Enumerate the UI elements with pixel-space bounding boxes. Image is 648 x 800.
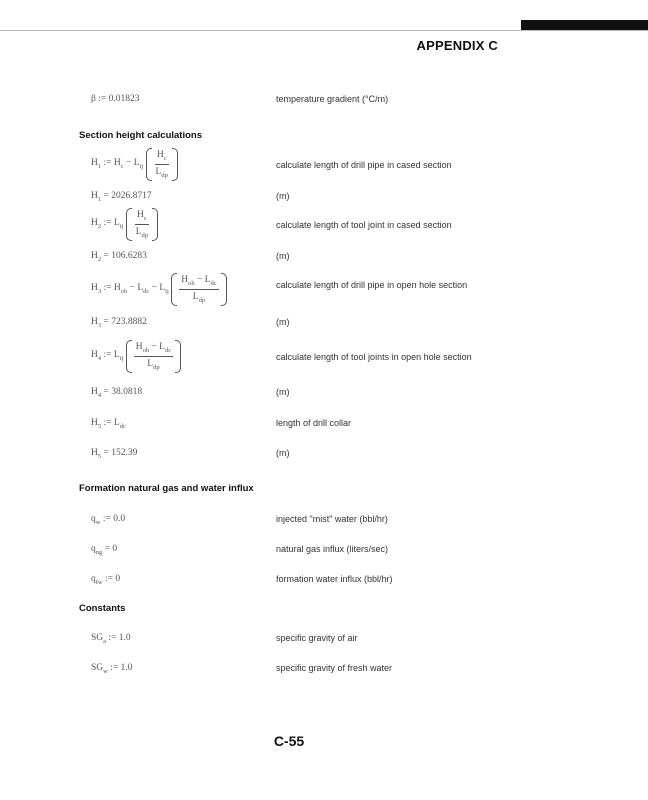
page-number: C-55 xyxy=(273,733,305,749)
h4-result: $H_4 = 38.0818$ xyxy=(91,387,143,399)
h3-formula: $H_3$ := $H_{oh} - L_{dc} - L_{tj}$ $\frac{H_{oh} - L_{dc}}{L_{dp}}$ xyxy=(91,273,227,306)
influx-water-expression: $q_w$ := 0.0 xyxy=(91,514,126,526)
beta-description: temperature gradient (°C/m) xyxy=(276,94,389,104)
section-heading-height: Section height calculations xyxy=(79,130,202,141)
h1-unit: (m) xyxy=(276,191,290,201)
beta-expression: β := 0.01823 xyxy=(91,94,140,104)
constant-air-description: specific gravity of air xyxy=(276,633,358,643)
influx-formation-water-description: formation water influx (bbl/hr) xyxy=(276,574,393,584)
header-rule xyxy=(0,30,648,31)
h5-description: length of drill collar xyxy=(276,418,352,428)
appendix-title: APPENDIX C xyxy=(416,38,498,53)
h2-unit: (m) xyxy=(276,251,290,261)
h4-description: calculate length of tool joints in open hole section xyxy=(276,352,472,362)
h2-description: calculate length of tool joint in cased section xyxy=(276,220,452,230)
h2-formula: $H_2$ := $L_{tj}$ $\frac{H_c}{L_{dp}}$ xyxy=(91,208,158,241)
h1-result: $H_1 = 2026.8717$ xyxy=(91,191,152,203)
h5-formula: $H_5$ := $L_{dc}$ xyxy=(91,418,126,430)
h3-description: calculate length of drill pipe in open hole section xyxy=(276,280,468,290)
h5-unit: (m) xyxy=(276,448,290,458)
constant-water-expression: $SG_w$ := 1.0 xyxy=(91,663,133,675)
influx-formation-water-expression: $q_{fw}$ := 0 xyxy=(91,574,121,586)
constant-water-description: specific gravity of fresh water xyxy=(276,663,393,673)
h1-formula: $H_1$ := $H_c - L_{tj}$ $\frac{H_c}{L_{dp}}$ xyxy=(91,148,178,181)
constant-air-expression: $SG_a$ := 1.0 xyxy=(91,633,131,645)
h2-result: $H_2 = 106.6283$ xyxy=(91,251,147,263)
h1-description: calculate length of drill pipe in cased section xyxy=(276,160,452,170)
influx-gas-description: natural gas influx (liters/sec) xyxy=(276,544,389,554)
h3-result: $H_3 = 723.8882$ xyxy=(91,317,147,329)
h3-unit: (m) xyxy=(276,317,290,327)
section-heading-formation: Formation natural gas and water influx xyxy=(79,483,254,494)
h5-result: $H_5 = 152.39$ xyxy=(91,448,138,460)
influx-gas-expression: $q_{ng} = 0$ xyxy=(91,544,118,556)
influx-water-description: injected "mist" water (bbl/hr) xyxy=(276,514,388,524)
section-heading-constants: Constants xyxy=(79,603,126,614)
h4-formula: $H_4$ := $L_{tj}$ $\frac{H_{oh} - L_{dc}}{L_{dp}}$ xyxy=(91,340,181,373)
h4-unit: (m) xyxy=(276,387,290,397)
